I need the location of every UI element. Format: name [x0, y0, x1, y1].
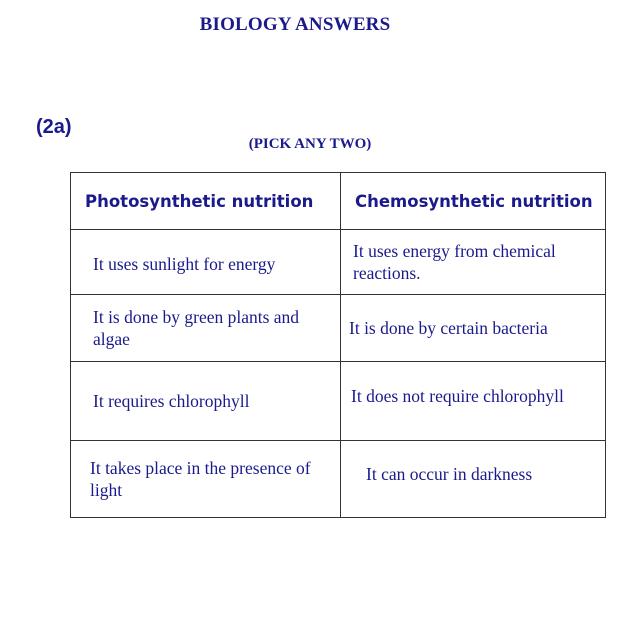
table-row — [71, 441, 606, 518]
photosynthetic-cell: It is done by green plants and algae — [71, 295, 341, 362]
photosynthetic-cell: It takes place in the presence of light — [71, 441, 341, 518]
chemosynthetic-cell: It is done by certain bacteria — [341, 295, 606, 362]
table-row — [71, 295, 606, 362]
header-photosynthetic: Photosynthetic nutrition — [71, 173, 341, 230]
chemosynthetic-cell: It uses energy from chemical reactions. — [341, 230, 606, 295]
header-chemosynthetic: Chemosynthetic nutrition — [341, 173, 606, 230]
table-header-row — [71, 173, 606, 230]
table-row — [71, 230, 606, 295]
chemosynthetic-cell: It does not require chlorophyll — [341, 362, 606, 441]
page-title: BIOLOGY ANSWERS — [199, 14, 391, 35]
photosynthetic-cell: It requires chlorophyll — [71, 362, 341, 441]
question-number: (2a) — [36, 116, 72, 138]
table-row — [71, 362, 606, 441]
photosynthetic-cell: It uses sunlight for energy — [71, 230, 341, 295]
instruction-text: (PICK ANY TWO) — [248, 136, 372, 152]
chemosynthetic-cell: It can occur in darkness — [341, 441, 606, 518]
comparison-table — [70, 172, 606, 518]
